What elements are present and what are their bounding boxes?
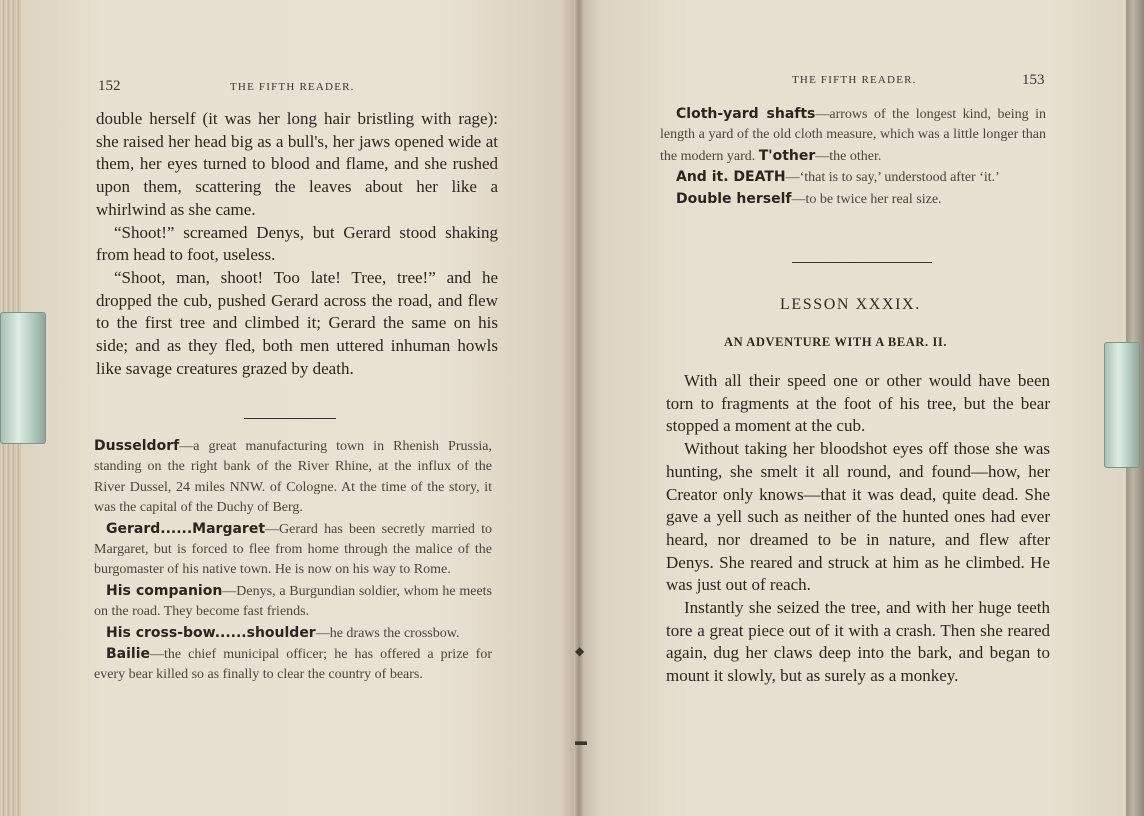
gutter-ornament: ◆	[575, 644, 585, 658]
right-paragraph: With all their speed one or other would have been torn to fragments at the foot of his tree, but the bear stopped a moment at the cub.	[666, 371, 1050, 436]
left-page-number: 152	[98, 78, 121, 94]
book-gutter	[574, 0, 584, 816]
note-item	[660, 167, 1046, 188]
left-body-text	[96, 108, 498, 380]
right-paragraph: Instantly she seized the tree, and with her huge teeth tore a great piece out of it with a crash. Then she reared again, dug her claws deep into the bark, and began to mount it slowly, but as surely as a monkey.	[666, 598, 1050, 686]
note-term: His cross-bow......shoulder	[106, 624, 316, 641]
note-text: —a great manufacturing town in Rhenish Prussia, standing on the right bank of the River Rhine, at the influx of the River Dussel, 24 miles NNW. of Cologne. At the time of the story, it was the capital of the Duchy of Berg.	[94, 439, 492, 516]
section-divider	[792, 262, 932, 263]
lesson-subtitle: AN ADVENTURE WITH A BEAR. II.	[724, 335, 948, 349]
left-paragraph: double herself (it was her long hair bristling with rage): she raised her head big as a bull's, her jaws opened wide at them, her eyes turned to blood and flame, and she rushed upon them, scattering the leaves about her like a whirlwind as she came.	[96, 109, 498, 219]
left-paragraph: “Shoot!” screamed Denys, but Gerard stood shaking from head to foot, useless.	[96, 222, 498, 265]
note-text: —Gerard has been secretly married to Margaret, but is forced to flee from home through the malice of the burgomaster of his native town. He is now on his way to Rome.	[94, 521, 492, 578]
note-term: And it. DEATH	[676, 169, 786, 186]
right-running-head: THE FIFTH READER.	[792, 74, 917, 86]
note-text: —he draws the crossbow.	[315, 625, 460, 641]
gutter-ornament: ▬	[575, 734, 587, 748]
note-term: Cloth-yard shafts	[676, 106, 816, 122]
note-text: —the chief municipal officer; he has offered a prize for every bear killed so as finally to clear the country of bears.	[94, 647, 492, 683]
note-text: —Denys, a Burgundian soldier, whom he meets on the road. They become fast friends.	[94, 583, 493, 620]
right-page-number: 153	[1022, 72, 1045, 88]
left-running-head: THE FIFTH READER.	[230, 81, 355, 93]
right-body-text	[666, 370, 1050, 688]
note-text: —arrows of the longest kind, being in length a yard of the old cloth measure, which was a little longer than the modern yard.	[660, 107, 1046, 164]
right-page-clip	[1104, 342, 1140, 468]
note-term: Gerard......Margaret	[106, 520, 266, 537]
note-item	[94, 581, 492, 623]
note-item	[94, 436, 492, 519]
right-paragraph: Without taking her bloodshot eyes off those she was hunting, she smelt it all round, and found—how, her Creator only knows—that it was dead, quite dead. She gave a yell such as neither of the hunted ones had ever heard, nor dreamed to be in nature, and flew after Denys. She reared and struck at him as he climbed. He was just out of reach.	[666, 439, 1050, 595]
note-item	[660, 104, 1046, 167]
note-term: T'other	[758, 147, 816, 164]
lesson-title: LESSON XXXIX.	[780, 296, 921, 313]
note-term: Double herself	[676, 190, 792, 207]
note-text: —to be twice her real size.	[791, 191, 942, 207]
section-divider	[244, 418, 336, 419]
note-item	[660, 189, 1046, 210]
note-term: Dusseldorf	[94, 438, 180, 454]
right-notes	[660, 104, 1046, 210]
note-item	[94, 519, 492, 581]
note-text: —‘that is to say,’ understood after ‘it.’	[785, 170, 1000, 186]
left-page-clip	[0, 312, 46, 444]
left-notes	[94, 436, 492, 686]
left-paragraph: “Shoot, man, shoot! Too late! Tree, tree!” and he dropped the cub, pushed Gerard across the road, and flew to the first tree and climbed it; Gerard the same on his side; and as they fled, both men uttered inhuman howls like savage creatures grazed by death.	[96, 267, 498, 378]
note-item	[94, 623, 492, 644]
note-term: Bailie	[106, 646, 151, 663]
note-text: —the other.	[815, 148, 882, 164]
note-term: His companion	[106, 582, 223, 599]
note-item	[94, 644, 492, 686]
